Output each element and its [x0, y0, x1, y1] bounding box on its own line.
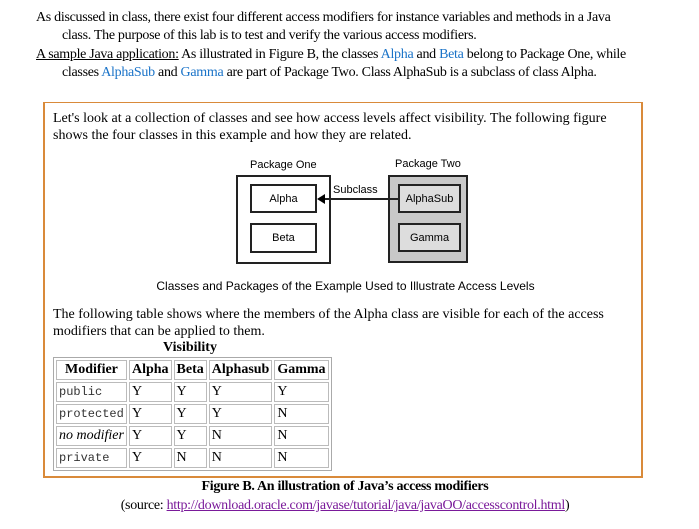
- subclass-label: Subclass: [333, 184, 378, 196]
- header-cell: Modifier: [56, 360, 127, 380]
- cell: Y: [129, 404, 172, 424]
- intro-line2: class. The purpose of this lab is to test and verify the various access modifiers.: [62, 28, 477, 43]
- text: and: [413, 47, 440, 62]
- diagram-caption: Classes and Packages of the Example Used to Illustrate Access Levels: [156, 279, 535, 293]
- cell: protected: [56, 404, 127, 424]
- cell: N: [274, 448, 328, 468]
- cell: Y: [209, 382, 273, 402]
- text: classes: [62, 65, 102, 80]
- intro-paragraph: [36, 9, 696, 45]
- alpha-ref: Alpha: [380, 47, 414, 62]
- text: and: [154, 65, 181, 80]
- intro-line1: As discussed in class, there exist four different access modifiers for instance variables and methods in a Java: [36, 10, 611, 25]
- cell: N: [209, 448, 273, 468]
- figure-intro-text: Let's look at a collection of classes and see how access levels affect visibility. The following figure shows the four classes in this example and how they are related.: [53, 111, 607, 143]
- package-one-label: Package One: [250, 159, 317, 171]
- cell: Y: [274, 382, 328, 402]
- cell: N: [274, 426, 328, 446]
- sample-line2: [36, 64, 696, 82]
- cell: N: [174, 448, 207, 468]
- cell: public: [56, 382, 127, 402]
- header-cell: Alpha: [129, 360, 172, 380]
- header-cell: Beta: [174, 360, 207, 380]
- beta-ref: Beta: [439, 47, 464, 62]
- cell: Y: [209, 404, 273, 424]
- cell: Y: [129, 448, 172, 468]
- cell: private: [56, 448, 127, 468]
- alpha-class-box: Alpha: [250, 184, 317, 213]
- table-row: [56, 448, 329, 468]
- table-intro-text: The following table shows where the members of the Alpha class are visible for each of the access modifiers that can be applied to them.: [53, 307, 604, 339]
- table-row: [56, 404, 329, 424]
- gamma-ref: Gamma: [180, 65, 224, 80]
- figure-source: [0, 498, 690, 514]
- source-suffix: ): [564, 498, 570, 513]
- visibility-table: [53, 357, 332, 471]
- table-title: Visibility: [163, 340, 217, 355]
- cell: Y: [174, 426, 207, 446]
- gamma-class-box: Gamma: [398, 223, 461, 252]
- cell: N: [274, 404, 328, 424]
- text: As illustrated in Figure B, the classes: [178, 47, 381, 62]
- source-link[interactable]: http://download.oracle.com/javase/tutorial/java/javaOO/accesscontrol.html: [166, 498, 565, 513]
- text: belong to Package One, while: [463, 47, 626, 62]
- figure-caption: Figure B. An illustration of Java’s access modifiers: [201, 479, 489, 494]
- sample-heading: A sample Java application:: [36, 47, 179, 62]
- table-row: [56, 426, 329, 446]
- header-cell: Alphasub: [209, 360, 273, 380]
- table-header-row: [56, 360, 329, 380]
- header-cell: Gamma: [274, 360, 328, 380]
- cell: no modifier: [56, 426, 127, 446]
- alphasub-ref: AlphaSub: [101, 65, 155, 80]
- cell: N: [209, 426, 273, 446]
- sample-paragraph: [36, 46, 696, 82]
- cell: Y: [129, 382, 172, 402]
- source-prefix: (source:: [120, 498, 167, 513]
- beta-class-box: Beta: [250, 223, 317, 253]
- table-row: [56, 382, 329, 402]
- cell: Y: [174, 382, 207, 402]
- text: are part of Package Two. Class AlphaSub is a subclass of class Alpha.: [223, 65, 597, 80]
- package-two-label: Package Two: [395, 158, 461, 170]
- cell: Y: [174, 404, 207, 424]
- cell: Y: [129, 426, 172, 446]
- alphasub-class-box: AlphaSub: [398, 184, 461, 213]
